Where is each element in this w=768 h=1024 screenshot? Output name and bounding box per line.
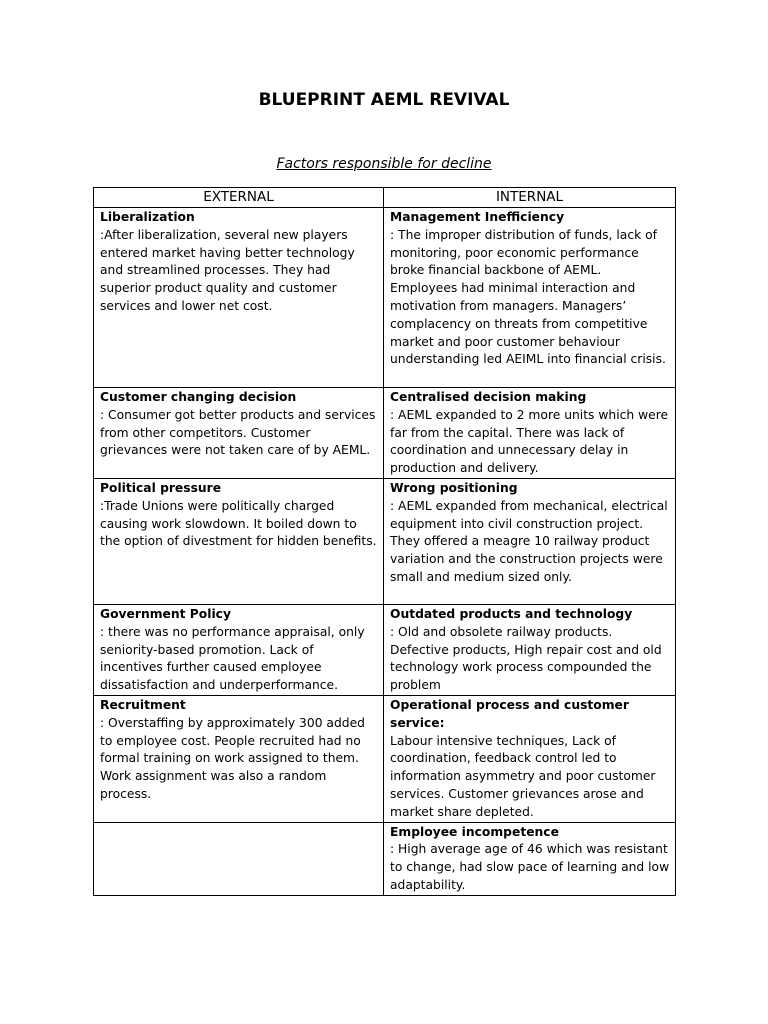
document-subtitle: Factors responsible for decline <box>276 156 492 172</box>
internal-factor-heading: Operational process and customer service: <box>390 697 629 730</box>
external-cell <box>94 388 384 479</box>
table-row <box>94 604 676 695</box>
document-title: BLUEPRINT AEML REVIVAL <box>258 90 510 110</box>
internal-factor-heading: Employee incompetence <box>390 824 559 839</box>
table-header-row <box>94 188 676 208</box>
internal-cell <box>384 695 676 822</box>
table-row <box>94 478 676 604</box>
internal-factor-text: : High average age of 46 which was resistant to change, had slow pace of learning and low adaptability. <box>390 842 670 892</box>
header-internal: INTERNAL <box>384 188 676 208</box>
external-factor-text: :Trade Unions were politically charged causing work slowdown. It boiled down to the option of divestment for hidden benefits. <box>100 498 377 549</box>
internal-factor-heading: Centralised decision making <box>390 390 587 404</box>
external-factor-text: : Consumer got better products and services from other competitors. Customer grievances were not taken care of by AEML. <box>100 407 376 458</box>
external-factor-text: :After liberalization, several new players entered market having better technology and streamlined processes. They had superior product quality and customer services and lower net cost. <box>100 227 355 313</box>
external-cell <box>94 208 384 388</box>
external-cell <box>94 604 384 695</box>
internal-factor-text: Labour intensive techniques, Lack of coordination, feedback control led to information asymmetry and poor customer services. Customer grievances arose and market share depleted. <box>390 733 656 819</box>
factors-table <box>93 187 676 896</box>
header-external: EXTERNAL <box>94 188 384 208</box>
internal-cell <box>384 208 676 388</box>
table-row <box>94 822 676 895</box>
internal-factor-heading: Management Inefficiency <box>390 210 565 224</box>
external-factor-heading: Political pressure <box>100 480 222 495</box>
internal-cell <box>384 388 676 479</box>
internal-factor-heading: Wrong positioning <box>390 480 518 495</box>
external-factor-heading: Government Policy <box>100 606 231 621</box>
table-row <box>94 695 676 822</box>
table-row <box>94 388 676 479</box>
external-factor-heading: Liberalization <box>100 210 195 224</box>
internal-cell <box>384 604 676 695</box>
internal-cell <box>384 822 676 895</box>
internal-factor-text: : Old and obsolete railway products. Defective products, High repair cost and old technology work process compounded the problem <box>390 624 662 693</box>
internal-factor-heading: Outdated products and technology <box>390 606 633 621</box>
internal-factor-text: : AEML expanded to 2 more units which were far from the capital. There was lack of coordination and unnecessary delay in production and delivery. <box>390 407 669 476</box>
external-factor-text: : there was no performance appraisal, only seniority-based promotion. Lack of incentives further caused employee dissatisfaction and underperformance. <box>100 624 365 693</box>
internal-cell <box>384 478 676 604</box>
external-cell <box>94 695 384 822</box>
internal-factor-text: : The improper distribution of funds, lack of monitoring, poor economic performance broke financial backbone of AEML. Employees had minimal interaction and motivation from managers. Managers’ complacency on threats from competitive market and poor customer behaviour understanding led AEIML into financial crisis. <box>390 227 666 367</box>
table-row <box>94 208 676 388</box>
external-cell <box>94 822 384 895</box>
external-factor-heading: Recruitment <box>100 697 186 712</box>
external-cell <box>94 478 384 604</box>
external-factor-heading: Customer changing decision <box>100 390 297 404</box>
external-factor-text: : Overstaffing by approximately 300 added to employee cost. People recruited had no formal training on work assigned to them. Work assignment was also a random process. <box>100 715 365 801</box>
internal-factor-text: : AEML expanded from mechanical, electrical equipment into civil construction project. They offered a meagre 10 railway product variation and the construction projects were small and medium sized only. <box>390 498 668 584</box>
